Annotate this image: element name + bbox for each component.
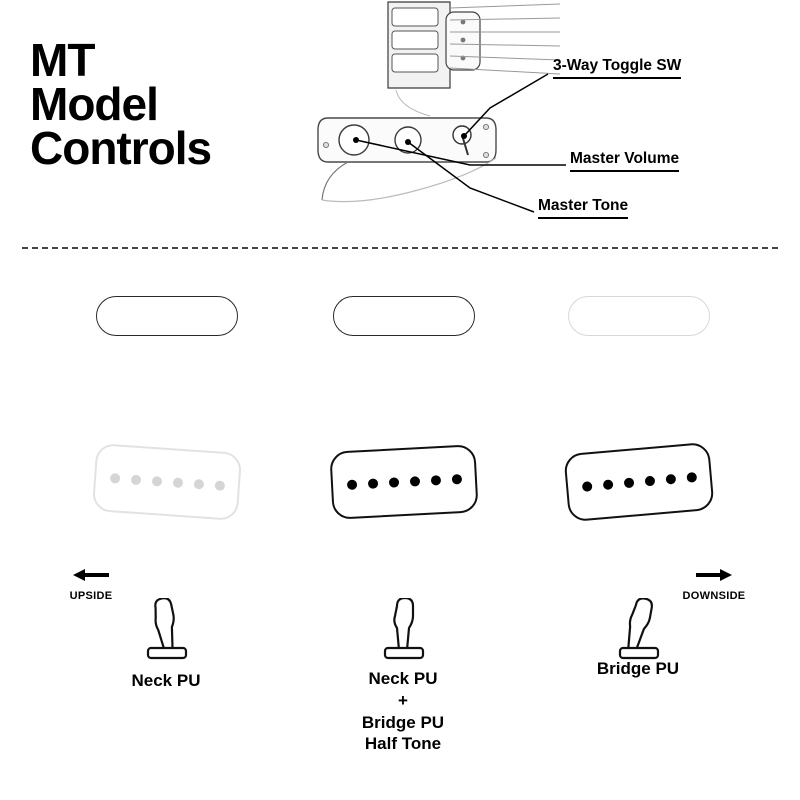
pole-piece (346, 479, 357, 490)
title-line-2: Model (30, 78, 158, 131)
pole-piece (367, 478, 378, 489)
caption-line: + (398, 690, 408, 710)
title-line-1: MT (30, 34, 95, 86)
switch-lever-right (614, 598, 664, 660)
upside-label: UPSIDE (69, 590, 113, 602)
pole-piece (665, 474, 676, 485)
neck-pickup-active (333, 296, 475, 336)
pole-piece (151, 476, 162, 487)
callout-leader-lines (0, 0, 800, 250)
pole-piece (686, 472, 697, 483)
arrow-left-icon (71, 567, 111, 583)
switch-position-1 (46, 280, 286, 780)
caption-line: Bridge PU (361, 712, 445, 732)
pole-piece (172, 477, 183, 488)
downside-label: DOWNSIDE (682, 590, 746, 602)
pole-piece (623, 477, 634, 488)
title-line-3: Controls (30, 122, 212, 175)
switch-position-3 (518, 280, 758, 780)
bridge-pickup-inactive (92, 443, 242, 521)
callout-label-master-volume: Master Volume (570, 150, 679, 172)
section-divider (22, 247, 778, 249)
pole-piece (644, 476, 655, 487)
downside-direction-marker (672, 567, 756, 602)
pole-piece (214, 480, 225, 491)
position-caption (283, 668, 523, 755)
pole-piece (130, 474, 141, 485)
neck-pickup-active (96, 296, 238, 336)
pole-piece (581, 481, 592, 492)
pole-piece (451, 474, 462, 485)
neck-pickup-inactive (568, 296, 710, 336)
switch-lever-center (379, 598, 429, 660)
pole-piece (109, 473, 120, 484)
pole-piece (388, 477, 399, 488)
caption-line: Neck PU (368, 669, 438, 688)
upside-direction-marker (55, 567, 127, 602)
pole-piece (193, 479, 204, 490)
bridge-pickup-active (329, 444, 478, 520)
arrow-right-icon (694, 567, 734, 583)
caption-line: Half Tone (364, 734, 442, 754)
callout-label-master-tone: Master Tone (538, 197, 628, 219)
position-caption: Neck PU (131, 671, 201, 690)
bridge-pickup-active (563, 442, 714, 522)
callout-label-toggle-switch: 3-Way Toggle SW (553, 57, 681, 79)
pole-piece (430, 475, 441, 486)
switch-position-2 (283, 280, 523, 780)
switch-lever-left (142, 598, 192, 660)
pole-piece (409, 476, 420, 487)
position-caption: Bridge PU (596, 659, 680, 678)
pole-piece (602, 479, 613, 490)
